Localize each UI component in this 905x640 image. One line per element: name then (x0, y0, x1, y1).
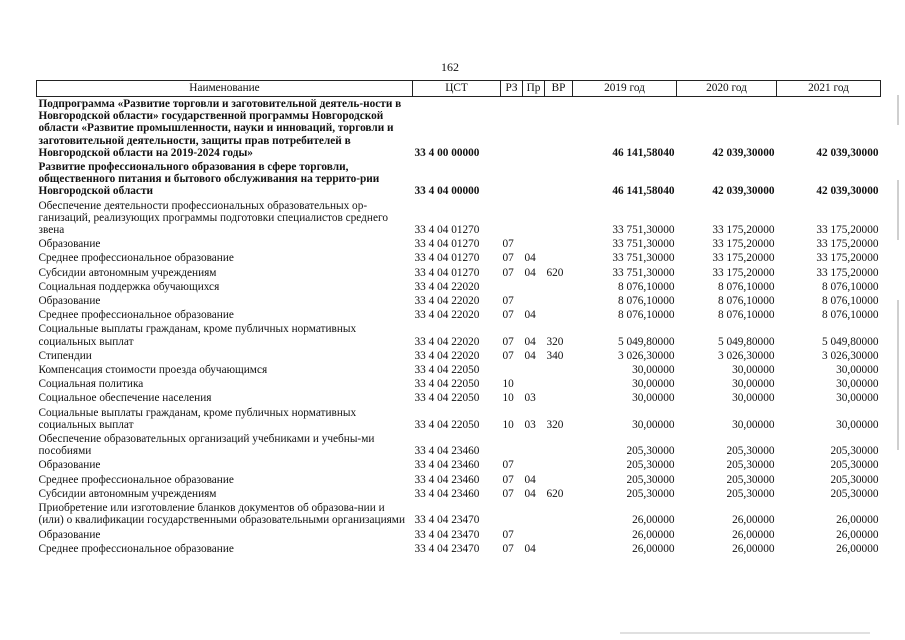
cell-y2020: 30,00000 (732, 378, 775, 391)
table-row (37, 363, 881, 377)
cell-rz: 10 (502, 418, 514, 431)
cell-pr (523, 280, 545, 294)
cell-cst: 33 4 04 22020 (414, 280, 480, 293)
cell-cst: 33 4 04 00000 (414, 185, 480, 198)
column-header-2020: 2020 год (677, 81, 777, 97)
cell-y2021: 33 175,20000 (816, 252, 879, 265)
cell-vr: 620 (546, 487, 564, 500)
cell-name: Компенсация стоимости проезда обучающимся (38, 364, 268, 377)
cell-rz (501, 363, 523, 377)
cell-cst: 33 4 04 23470 (414, 542, 480, 555)
table-row (37, 199, 881, 238)
cell-y2021: 26,00000 (836, 528, 879, 541)
cell-cst: 33 4 04 01270 (414, 224, 480, 237)
cell-rz: 07 (502, 238, 514, 251)
scan-margin-mark (897, 95, 899, 125)
table-row (37, 501, 881, 527)
cell-y2020: 30,00000 (732, 418, 775, 431)
cell-y2019: 33 751,30000 (612, 238, 675, 251)
cell-pr (523, 237, 545, 251)
cell-vr (545, 160, 573, 199)
cell-y2019: 205,30000 (626, 445, 675, 458)
cell-pr (523, 458, 545, 472)
cell-y2019: 33 751,30000 (612, 266, 675, 279)
cell-y2020: 8 076,10000 (718, 295, 775, 308)
cell-y2020: 26,00000 (732, 514, 775, 527)
table-row (37, 322, 881, 348)
cell-vr (545, 97, 573, 161)
cell-pr (523, 432, 545, 458)
table-row (37, 432, 881, 458)
table-row (37, 487, 881, 501)
cell-y2020: 33 175,20000 (712, 266, 775, 279)
cell-name: Среднее профессиональное образование (38, 542, 234, 555)
cell-rz: 07 (502, 252, 514, 265)
cell-pr (523, 363, 545, 377)
cell-cst: 33 4 04 23460 (414, 473, 480, 486)
table-row (37, 97, 881, 161)
cell-y2019: 30,00000 (632, 392, 675, 405)
cell-vr: 320 (546, 418, 564, 431)
cell-vr (545, 432, 573, 458)
cell-y2021: 33 175,20000 (816, 266, 879, 279)
cell-y2020: 205,30000 (726, 473, 775, 486)
cell-pr (523, 294, 545, 308)
cell-vr (545, 308, 573, 322)
cell-vr (545, 473, 573, 487)
cell-name: Образование (38, 459, 101, 472)
cell-y2020: 8 076,10000 (718, 280, 775, 293)
cell-rz: 07 (502, 459, 514, 472)
cell-name: Социальные выплаты гражданам, кроме публичных нормативных социальных выплат (38, 406, 357, 431)
cell-name: Социальная поддержка обучающихся (38, 280, 220, 293)
cell-cst: 33 4 04 22020 (414, 309, 480, 322)
cell-y2019: 26,00000 (632, 542, 675, 555)
cell-vr (545, 542, 573, 556)
table-row (37, 406, 881, 432)
cell-pr (523, 501, 545, 527)
column-header-name: Наименование (37, 81, 413, 97)
cell-y2021: 42 039,30000 (816, 185, 879, 198)
cell-rz (501, 160, 523, 199)
cell-y2019: 5 049,80000 (618, 335, 675, 348)
table-row (37, 391, 881, 405)
cell-vr (545, 280, 573, 294)
cell-name: Социальные выплаты гражданам, кроме публичных нормативных социальных выплат (38, 323, 357, 348)
cell-rz: 10 (502, 378, 514, 391)
cell-vr (545, 199, 573, 238)
cell-pr: 04 (524, 335, 536, 348)
cell-vr (545, 251, 573, 265)
column-header-rz: РЗ (501, 81, 523, 97)
cell-name: Среднее профессиональное образование (38, 473, 234, 486)
cell-pr: 04 (524, 349, 536, 362)
cell-pr: 04 (524, 487, 536, 500)
cell-pr (523, 528, 545, 542)
cell-y2019: 30,00000 (632, 378, 675, 391)
cell-y2021: 205,30000 (830, 459, 879, 472)
cell-cst: 33 4 04 01270 (414, 266, 480, 279)
cell-y2021: 26,00000 (836, 514, 879, 527)
cell-y2021: 8 076,10000 (822, 280, 879, 293)
cell-y2021: 33 175,20000 (816, 224, 879, 237)
table-row (37, 308, 881, 322)
cell-cst: 33 4 04 22050 (414, 418, 480, 431)
cell-y2019: 33 751,30000 (612, 224, 675, 237)
cell-y2020: 3 026,30000 (718, 349, 775, 362)
column-header-pr: Пр (523, 81, 545, 97)
table-row (37, 294, 881, 308)
table-row (37, 237, 881, 251)
cell-y2020: 33 175,20000 (712, 238, 775, 251)
cell-pr: 03 (524, 392, 536, 405)
cell-rz (501, 97, 523, 161)
table-row (37, 542, 881, 556)
cell-y2020: 205,30000 (726, 445, 775, 458)
cell-y2020: 8 076,10000 (718, 309, 775, 322)
cell-cst: 33 4 04 23460 (414, 487, 480, 500)
cell-pr: 04 (524, 252, 536, 265)
cell-rz: 07 (502, 309, 514, 322)
cell-name: Образование (38, 528, 101, 541)
cell-name: Среднее профессиональное образование (38, 252, 234, 265)
table-row (37, 266, 881, 280)
cell-cst: 33 4 04 22050 (414, 392, 480, 405)
cell-pr: 04 (524, 542, 536, 555)
cell-y2019: 205,30000 (626, 487, 675, 500)
cell-y2021: 205,30000 (830, 473, 879, 486)
cell-y2021: 30,00000 (836, 418, 879, 431)
cell-cst: 33 4 04 22050 (414, 364, 480, 377)
budget-table (36, 80, 881, 556)
cell-vr: 620 (546, 266, 564, 279)
cell-vr (545, 391, 573, 405)
cell-y2019: 46 141,58040 (612, 146, 675, 159)
cell-pr (523, 97, 545, 161)
cell-y2020: 26,00000 (732, 528, 775, 541)
scan-margin-mark (897, 300, 899, 450)
cell-y2021: 205,30000 (830, 487, 879, 500)
cell-cst: 33 4 04 23460 (414, 459, 480, 472)
cell-y2020: 33 175,20000 (712, 252, 775, 265)
cell-y2021: 8 076,10000 (822, 295, 879, 308)
cell-y2021: 30,00000 (836, 364, 879, 377)
table-row (37, 473, 881, 487)
cell-cst: 33 4 04 01270 (414, 252, 480, 265)
cell-y2021: 205,30000 (830, 445, 879, 458)
cell-rz: 07 (502, 295, 514, 308)
scan-margin-mark (897, 180, 899, 240)
cell-name: Образование (38, 295, 101, 308)
cell-rz (501, 280, 523, 294)
cell-rz: 07 (502, 542, 514, 555)
cell-name: Подпрограмма «Развитие торговли и заготовительной деятель-ности в Новгородской области» государственной программы Новгородской области «Развитие промышленности, науки и инноваций, торговли и заготовительной деятельности, защиты прав потребителей в Новгородской области на 2019-2024 годы» (38, 98, 402, 159)
cell-y2019: 26,00000 (632, 528, 675, 541)
table-body (37, 97, 881, 556)
cell-name: Субсидии автономным учреждениям (38, 266, 217, 279)
cell-vr (545, 458, 573, 472)
table-row (37, 280, 881, 294)
cell-y2020: 30,00000 (732, 392, 775, 405)
cell-y2021: 5 049,80000 (822, 335, 879, 348)
cell-y2019: 8 076,10000 (618, 280, 675, 293)
cell-name: Социальная политика (38, 378, 144, 391)
cell-rz (501, 199, 523, 238)
table-row (37, 458, 881, 472)
cell-y2019: 205,30000 (626, 459, 675, 472)
cell-y2020: 33 175,20000 (712, 224, 775, 237)
cell-cst: 33 4 04 22020 (414, 335, 480, 348)
cell-y2021: 30,00000 (836, 392, 879, 405)
cell-y2019: 26,00000 (632, 514, 675, 527)
cell-y2019: 3 026,30000 (618, 349, 675, 362)
cell-name: Приобретение или изготовление бланков документов об образова-нии и (или) о квалификации государственными образовательными организациями (38, 502, 406, 527)
cell-y2019: 8 076,10000 (618, 309, 675, 322)
cell-pr (523, 377, 545, 391)
cell-y2019: 205,30000 (626, 473, 675, 486)
cell-y2020: 26,00000 (732, 542, 775, 555)
cell-vr (545, 363, 573, 377)
column-header-vr: ВР (545, 81, 573, 97)
cell-y2021: 8 076,10000 (822, 309, 879, 322)
cell-cst: 33 4 04 23470 (414, 514, 480, 527)
cell-y2021: 42 039,30000 (816, 146, 879, 159)
cell-rz (501, 501, 523, 527)
cell-rz: 07 (502, 335, 514, 348)
cell-cst: 33 4 04 01270 (414, 238, 480, 251)
cell-name: Обеспечение образовательных организаций учебниками и учебны-ми пособиями (38, 433, 375, 458)
cell-y2021: 30,00000 (836, 378, 879, 391)
cell-vr (545, 528, 573, 542)
cell-rz: 07 (502, 473, 514, 486)
cell-y2020: 42 039,30000 (712, 146, 775, 159)
cell-vr (545, 237, 573, 251)
cell-name: Образование (38, 238, 101, 251)
cell-y2021: 3 026,30000 (822, 349, 879, 362)
cell-vr (545, 377, 573, 391)
cell-name: Среднее профессиональное образование (38, 309, 234, 322)
cell-y2020: 205,30000 (726, 487, 775, 500)
table-row (37, 528, 881, 542)
cell-pr (523, 160, 545, 199)
page-number: 162 (441, 60, 459, 74)
cell-vr (545, 501, 573, 527)
cell-y2019: 8 076,10000 (618, 295, 675, 308)
cell-y2020: 5 049,80000 (718, 335, 775, 348)
cell-pr: 04 (524, 266, 536, 279)
cell-cst: 33 4 00 00000 (414, 146, 480, 159)
cell-y2019: 33 751,30000 (612, 252, 675, 265)
cell-y2021: 26,00000 (836, 542, 879, 555)
cell-pr (523, 199, 545, 238)
cell-cst: 33 4 04 23460 (414, 445, 480, 458)
cell-rz: 07 (502, 266, 514, 279)
cell-y2019: 30,00000 (632, 364, 675, 377)
cell-cst: 33 4 04 22050 (414, 378, 480, 391)
cell-cst: 33 4 04 22020 (414, 349, 480, 362)
cell-name: Стипендии (38, 349, 92, 362)
cell-cst: 33 4 04 22020 (414, 295, 480, 308)
cell-rz (501, 432, 523, 458)
cell-y2020: 42 039,30000 (712, 185, 775, 198)
column-header-cst: ЦСТ (413, 81, 501, 97)
cell-name: Обеспечение деятельности профессиональных образовательных ор-ганизаций, реализующих программы подготовки специалистов среднего звена (38, 199, 388, 237)
table-row (37, 349, 881, 363)
table-row (37, 377, 881, 391)
cell-rz: 07 (502, 487, 514, 500)
cell-pr: 03 (524, 418, 536, 431)
cell-vr: 340 (546, 349, 564, 362)
cell-name: Развитие профессионального образования в сфере торговли, общественного питания и бытового обслуживания на террито-рии Новгородской области (38, 161, 380, 198)
cell-y2020: 205,30000 (726, 459, 775, 472)
cell-y2019: 46 141,58040 (612, 185, 675, 198)
cell-rz: 10 (502, 392, 514, 405)
cell-name: Субсидии автономным учреждениям (38, 487, 217, 500)
cell-rz: 07 (502, 528, 514, 541)
cell-y2021: 33 175,20000 (816, 238, 879, 251)
column-header-2019: 2019 год (573, 81, 677, 97)
column-header-2021: 2021 год (777, 81, 881, 97)
cell-name: Социальное обеспечение населения (38, 392, 212, 405)
cell-cst: 33 4 04 23470 (414, 528, 480, 541)
cell-vr: 320 (546, 335, 564, 348)
cell-rz: 07 (502, 349, 514, 362)
cell-y2019: 30,00000 (632, 418, 675, 431)
cell-pr: 04 (524, 473, 536, 486)
table-header (37, 81, 881, 97)
table-row (37, 160, 881, 199)
cell-y2020: 30,00000 (732, 364, 775, 377)
cell-pr: 04 (524, 309, 536, 322)
scan-bottom-noise (620, 632, 870, 634)
table-row (37, 251, 881, 265)
cell-vr (545, 294, 573, 308)
